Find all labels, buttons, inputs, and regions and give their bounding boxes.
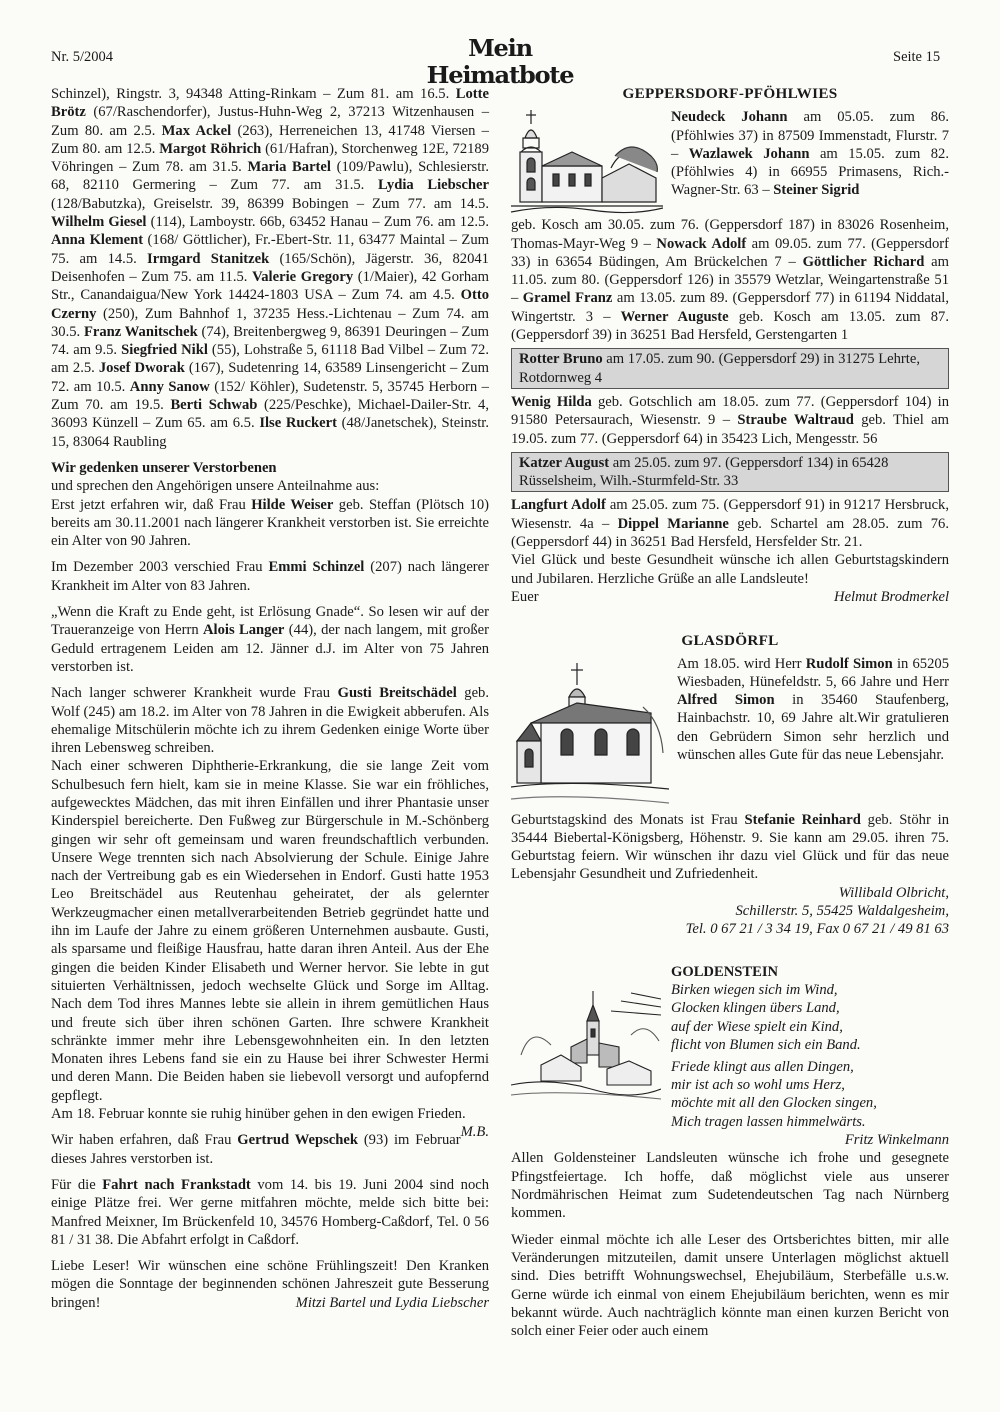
- birthday-list: Schinzel), Ringstr. 3, 94348 Atting-Rinkam – Zum 81. am 16.5. Lotte Brötz (67/Raschendorfer), Justus-Huhn-Weg 2, 37213 Witzenhausen – Zum 80. am 2.5. Max Ackel (263), Herreneichen 13, 41748 Viersen – Zum 80. am 12.5. Margot Röhrich (61/Hafran), Storchenweg 12E, 72189 Vöhringen – Zum 78. am 31.5. Maria Bartel (109/Pawlu), Schlesierstr. 68, 82110 Germering – Zum 77. am 31.5. Lydia Liebscher (128/Babutzka), Greiselstr. 39, 86399 Bobingen – Zum 77. am 14.5. Wilhelm Giesel (114), Lamboystr. 66b, 63452 Hanau – Zum 76. am 12.5. Anna Klement (168/ Göttlicher), Fr.-Ebert-Str. 11, 63477 Maintal – Zum 75. am 14.5. Irmgard Stanitzek (165/Schön), Jägerstr. 36, 82041 Deisenhofen – Zum 75. am 11.5. Valerie Gregory (1/Maier), 42 Gorham Str., Canandaigua/New York 14424-1803 USA – Zum 74. am 4.5. Otto Czerny (250), Zum Bahnhof 1, 37235 Hess.-Lichtenau – Zum 74. am 30.5. Franz Wanitschek (74), Breitenbergweg 9, 86391 Deuringen – Zum 74. am 9.5. Siegfried Nikl (55), Lohstraße 5, 61118 Bad Vilbel – Zum 72. am 2.5. Josef Dworak (167), Sudetenring 14, 63589 Linsengericht – Zum 72. am 10.5. Anny Sanow (152/ Köhler), Sudetenstr. 5, 35745 Herborn – Zum 70. am 19.5. Berti Schwab (225/Peschke), Michael-Dailer-Str. 4, 36093 Künzell – Zum 65. am 6.5. Ilse Ruckert (48/Janetschek), Steinstr. 15, 83064 Raubling: [51, 86, 490, 450]
- geppersdorf-greeting: Viel Glück und beste Gesundheit wünsche ich allen Geburtstagskindern und Jubilaren. Herzliche Grüße an alle Landsleute!: [511, 552, 949, 587]
- obituary-breitschaedel: Nach langer schwerer Krankheit wurde Frau Gusti Breitschädel geb. Wolf (245) am 18.2. im Alter von 78 Jahren in die Ewigkeit abberufen. Als ehemalige Mitschülerin möchte ich zu ihrem Gedenken einige Worte über ihren Lebensweg schreiben.: [51, 685, 489, 757]
- signature-olbricht: Willibald Olbricht, Schillerstr. 5, 55425 Waldalgesheim, Tel. 0 67 21 / 3 34 19, Fax 0 67 21 / 49 81 63: [685, 884, 949, 938]
- highlight-box-katzer: Katzer August am 25.05. zum 97. (Geppersdorf 134) in 65428 Rüsselsheim, Wilh.-Sturmfeld-Str. 33: [511, 452, 949, 493]
- obituary-schinzel: Im Dezember 2003 verschied Frau Emmi Schinzel (207) nach längerer Krankheit im Alter von 83 Jahren.: [51, 559, 490, 594]
- issue-number: Nr. 5/2004: [51, 49, 114, 65]
- page-number: Seite 15: [893, 49, 941, 65]
- obituary-breitschaedel-story: Nach einer schweren Diphtherie-Erkrankung, die sie lange Zeit vom Schulbesuch fern hielt, kam sie in meine Klasse. Sie war ein fröhliches, aufgewecktes Mädchen, das mit ihren Einfällen und ihrer Phantasie unser Kinderspiel bereicherte. Den Fußweg zur Bürgerschule in M.-Schönberg gingen wir sehr oft gemeinsam und waren freundschaftlich verbunden. Unsere Wege trennten sich nach Absolvierung der Schule. Einige Jahre nach der Vertreibung gab es ein Wiedersehen in Endorf. Gusti hatte 1953 Leo Breitschädel aus Reutenhau geheiratet, der als gelernter Werkzeugmacher einen metallverarbeitenden Betrieb gegründet hatte und ihn im Laufe der Jahre zu einem größeren Unternehmen ausbaute. Gusti, als sparsame und fleißige Hausfrau, hatte daran ihren Anteil. Aus der Ehe gingen die beiden Kinder Elisabeth und Werner hervor. Sie lebte in gut situierten Verhältnissen, jedoch wechselte Glück und Sorge im Alltag. Nach dem Tod ihres Mannes lebte sie allein in ihrem gemütlichen Haus und freute sich über ihren schönen Garten. Ihre schwere Krankheit schränkte immer mehr ihre Lebensgewohnheiten ein. In den letzten Monaten ihres Lebens fand sie ein zu Hause bei ihrer Schwester Hermi und deren Mann. Die Beiden haben sie liebevoll versorgt und aufopfernd gepflegt.: [51, 758, 489, 1104]
- highlight-box-rotter: Rotter Bruno am 17.05. zum 90. (Geppersdorf 29) in 31275 Lehrte, Rotdornweg 4: [511, 348, 949, 389]
- chapel-illustration-glasdoerfl: [511, 663, 669, 811]
- town-illustration-goldenstein: [511, 985, 661, 1103]
- birthday-reinhard: Geburtstagskind des Monats ist Frau Stefanie Reinhard geb. Stöhr in 35444 Biebertal-Königsberg, Höhenstr. 9. Sie kann am 29.05. ihren 75. Geburtstag feiern. Wir wünschen ihr dazu viel Glück und für das neue Lebensjahr Gesundheit und Zufriedenheit.: [511, 811, 949, 883]
- obituary-wepschek: Wir haben erfahren, daß Frau Gertrud Wepschek (93) im Februar dieses Jahres verstorben ist.: [51, 1132, 461, 1167]
- gedenken-intro: und sprechen den Angehörigen unsere Anteilnahme aus:: [51, 478, 380, 495]
- trip-notice: Für die Fahrt nach Frankstadt vom 14. bis 19. Juni 2004 sind noch einige Plätze frei. Wer gerne mitfahren möchte, melde sich bitte bei: Manfred Meixner, Im Brückenfeld 10, 34576 Homberg-Caßdorf, Tel. 0 56 81 / 31 38. Die Abfahrt erfolgt in Caßdorf.: [51, 1176, 490, 1248]
- poem-author: Fritz Winkelmann: [844, 1132, 949, 1149]
- birthdays-geppersdorf: Neudeck Johann am 05.05. zum 86. (Pföhlwies 37) in 87509 Immenstadt, Flurstr. 7 – Wazlawek Johann am 15.05. zum 82. (Pföhlwies 4) in 66955 Primasens, Rich.-Wagner-Str. 63 – Steiner Sigrid: [671, 109, 949, 199]
- goldenstein-request: Wieder einmal möchte ich alle Leser des Ortsberichtes bitten, mir alle Veränderungen mitzuteilen, damit unsere Unterlagen möglichst aktuell sind. Dies betrifft Wohnungswechsel, Ehejubiläum, Sterbefälle u.s.w. Gerne würde ich einmal von einem Ehejubiläum berichten, wenn es mir bekannt würde. Auch nachträglich könnte man einen kurzen Bericht von solch einer Feier oder auch einem: [511, 1231, 949, 1340]
- birthdays-langfurt-dippel: Langfurt Adolf am 25.05. zum 75. (Geppersdorf 91) in 91217 Hersbruck, Wiesenstr. 4a – Dippel Marianne geb. Schartel am 28.05. zum 76. (Geppersdorf 44) in 36251 Bad Hersfeld, Hersfelder Str. 21.: [511, 497, 950, 551]
- birthdays-geppersdorf-cont: geb. Kosch am 30.05. zum 76. (Geppersdorf 187) in 83026 Rosenheim, Thomas-Mayr-Weg 9 – Nowack Adolf am 09.05. zum 77. (Geppersdorf 33) in 63654 Büdingen, Am Brückelchen 7 – Göttlicher Richard am 11.05. zum 80. (Geppersdorf 126) in 35579 Wetzlar, Weingartenstraße 51 – Gramel Franz am 13.05. zum 89. (Geppersdorf 77) in 61194 Niddatal, Wingertstr. 3 – Werner Auguste geb. Kosch am 13.05. zum 87. (Geppersdorf 39) in 36251 Bad Hersfeld, Gerstengarten 1: [511, 217, 949, 344]
- section-title-geppersdorf: GEPPERSDORF-PFÖHLWIES: [622, 85, 838, 102]
- birthdays-simon: Am 18.05. wird Herr Rudolf Simon in 65205 Wiesbaden, Hünefeldstr. 5, 66 Jahre und Herr Alfred Simon in 35460 Staufenberg, Hainbachstr. 10, 69 Jahre alt.Wir gratulieren den Gebrüdern Simon sehr herzlich und wünschen alles Gute für das neue Lebensjahr.: [677, 655, 949, 764]
- poem: Birken wiegen sich im Wind, Glocken klingen übers Land, auf der Wiese spielt ein Kind, flicht von Blumen sich ein Band. Friede klingt aus allen Dingen, mir ist ach so wohl ums Herz, möchte mit all den Glocken singen, Mich tragen lassen himmelwärts.: [671, 981, 877, 1130]
- section-title-goldenstein: GOLDENSTEIN: [671, 963, 779, 980]
- signature-brodmerkel: Euer Helmut Brodmerkel: [511, 588, 949, 605]
- gedenken-heading: Wir gedenken unserer Verstorbenen: [51, 459, 277, 476]
- obituary-breitschaedel-end: Am 18. Februar konnte sie ruhig hinüber gehen in den ewigen Frieden. M.B.: [51, 1106, 489, 1141]
- obituary-langer: „Wenn die Kraft zu Ende geht, ist Erlösung Gnade“. So lesen wir auf der Traueranzeige von Herrn Alois Langer (44), der nach langem, mit großer Geduld ertragenem Leiden am 12. Jänner d.J. im Alter von 75 Jahren verstorben ist.: [51, 604, 489, 675]
- left-column: [51, 85, 489, 1312]
- masthead-logo: Mein Heimatbote: [426, 35, 574, 89]
- closing-greeting: Liebe Leser! Wir wünschen eine schöne Frühlingszeit! Den Kranken mögen die Sonntage der beginnenden schönen Jahreszeit gute Besserung bringen! Mitzi Bartel und Lydia Liebscher: [51, 1258, 489, 1311]
- obituary-weiser: Erst jetzt erfahren wir, daß Frau Hilde Weiser geb. Steffan (Plötsch 10) bereits am 30.11.2001 nach längerer Krankheit verstorben ist. Sie erreichte ein Alter von 90 Jahren.: [51, 496, 489, 550]
- right-column: [511, 85, 949, 1340]
- section-title-glasdoerfl: GLASDÖRFL: [681, 632, 779, 650]
- birthdays-wenig-straube: Wenig Hilda geb. Gotschlich am 18.05. zum 77. (Geppersdorf 104) in 91580 Petersaurach, Wiesenstr. 9 – Straube Waltraud geb. Thiel am 19.05. zum 77. (Geppersdorf 64) in 35423 Lich, Mengesstr. 56: [511, 393, 949, 447]
- church-illustration-geppersdorf: [511, 108, 663, 216]
- goldenstein-greeting: Allen Goldensteiner Landsleuten wünsche ich frohe und gesegnete Pfingstfeiertage. Ich hoffe, daß möglichst viele aus unserer Nordmährischen Heimat zum Sudetendeutschen Tag nach Nürnberg kommen.: [511, 1150, 949, 1222]
